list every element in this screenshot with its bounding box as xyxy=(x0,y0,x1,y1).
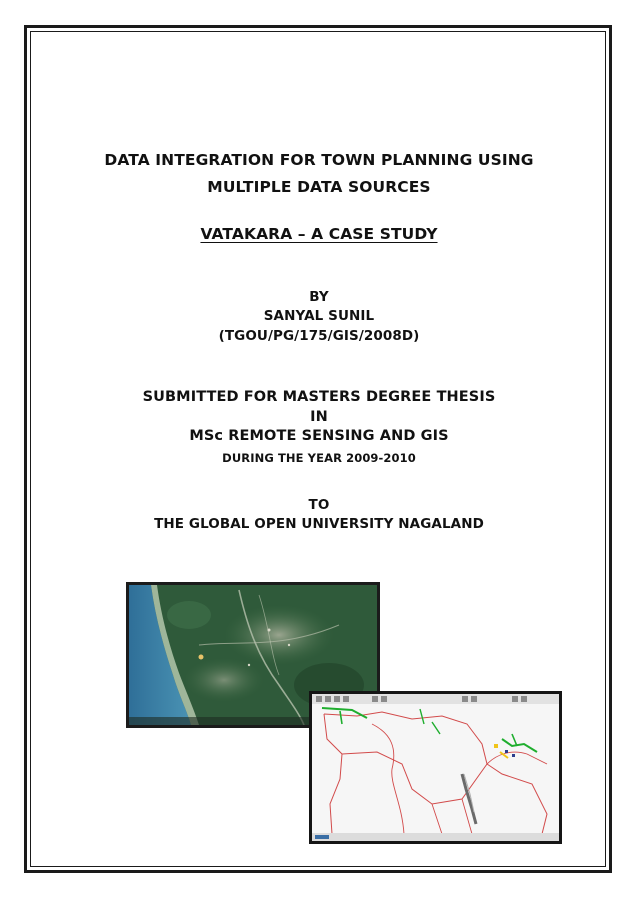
author-name: SANYAL SUNIL xyxy=(263,308,375,324)
in-line: IN xyxy=(310,409,328,425)
to-label: TO xyxy=(308,497,330,513)
case-study-heading: VATAKARA – A CASE STUDY xyxy=(200,225,438,243)
title-line-2: MULTIPLE DATA SOURCES xyxy=(207,178,431,196)
title-line-1: DATA INTEGRATION FOR TOWN PLANNING USING xyxy=(104,151,534,169)
gis-map-screenshot xyxy=(309,691,562,844)
by-label: BY xyxy=(309,289,329,305)
year-line: DURING THE YEAR 2009-2010 xyxy=(222,451,416,465)
university-name: THE GLOBAL OPEN UNIVERSITY NAGALAND xyxy=(154,516,484,532)
degree-line: MSc REMOTE SENSING AND GIS xyxy=(189,428,449,444)
author-id: (TGOU/PG/175/GIS/2008D) xyxy=(218,328,420,344)
submitted-line: SUBMITTED FOR MASTERS DEGREE THESIS xyxy=(142,389,496,405)
